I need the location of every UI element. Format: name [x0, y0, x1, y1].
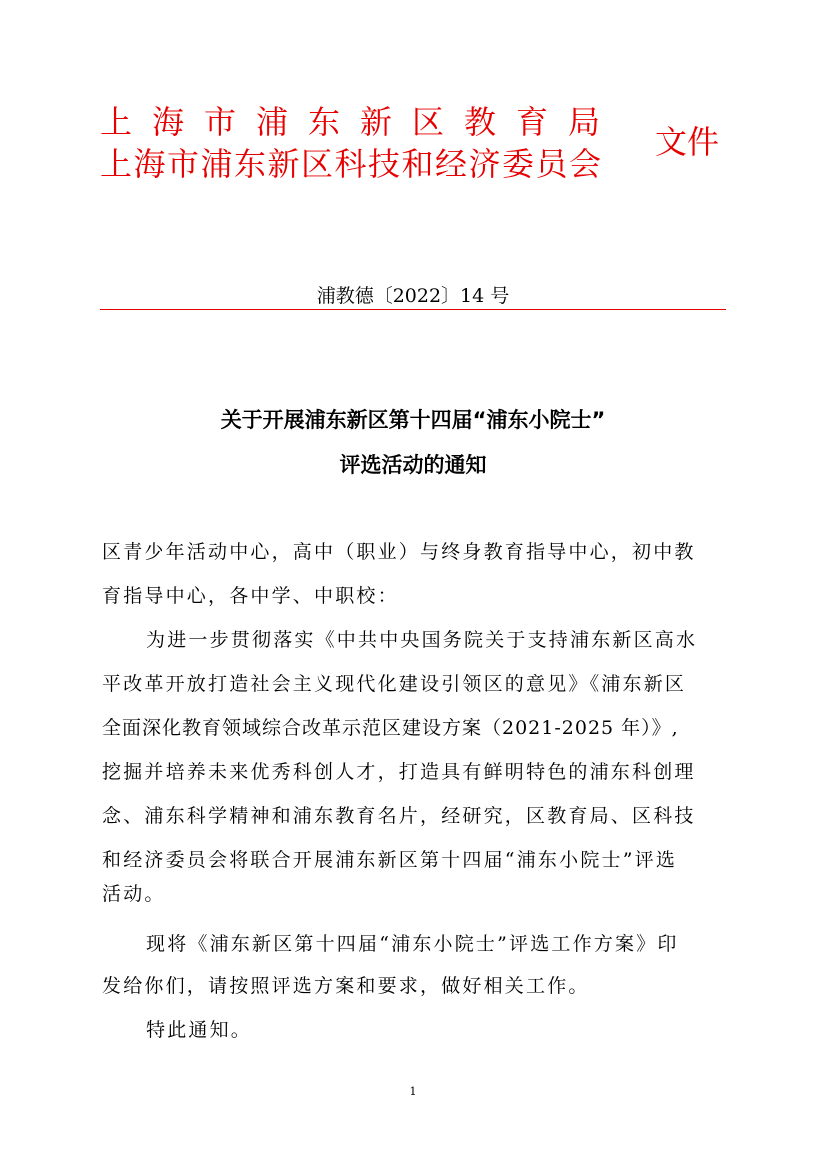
- body-line: 念、浦东科学精神和浦东教育名片，经研究，区教育局、区科技: [102, 805, 696, 827]
- document-type-label: 文件: [655, 123, 720, 161]
- document-number: 浦教德〔2022〕14 号: [316, 285, 510, 307]
- body-line: 区青少年活动中心，高中（职业）与终身教育指导中心，初中教: [102, 541, 696, 563]
- body-line: 现将《浦东新区第十四届“浦东小院士”评选工作方案》印: [146, 933, 679, 955]
- body-line: 为进一步贯彻落实《中共中央国务院关于支持浦东新区高水: [146, 629, 698, 651]
- page-number: 1: [409, 1085, 417, 1098]
- body-line: 特此通知。: [146, 1019, 253, 1041]
- body-line: 全面深化教育领域综合改革示范区建设方案（2021-2025 年）》,: [102, 717, 679, 739]
- body-line: 和经济委员会将联合开展浦东新区第十四届“浦东小院士”评选: [102, 849, 678, 871]
- body-line: 平改革开放打造社会主义现代化建设引领区的意见》《浦东新区: [102, 673, 687, 695]
- body-line: 活动。: [102, 883, 166, 905]
- issuer-name-science-economy-committee: 上海市浦东新区科技和经济委员会: [100, 145, 603, 183]
- body-line: 挖掘并培养未来优秀科创人才，打造具有鲜明特色的浦东科创理: [102, 761, 696, 783]
- body-line: 发给你们，请按照评选方案和要求，做好相关工作。: [102, 975, 590, 997]
- notice-title-line-1: 关于开展浦东新区第十四届“浦东小院士”: [220, 408, 606, 432]
- red-divider-line: [100, 309, 726, 310]
- notice-title-line-2: 评选活动的通知: [339, 453, 487, 477]
- body-line: 育指导中心，各中学、中职校：: [102, 585, 399, 607]
- issuer-name-education-bureau: 上海市浦东新区教育局: [100, 103, 621, 141]
